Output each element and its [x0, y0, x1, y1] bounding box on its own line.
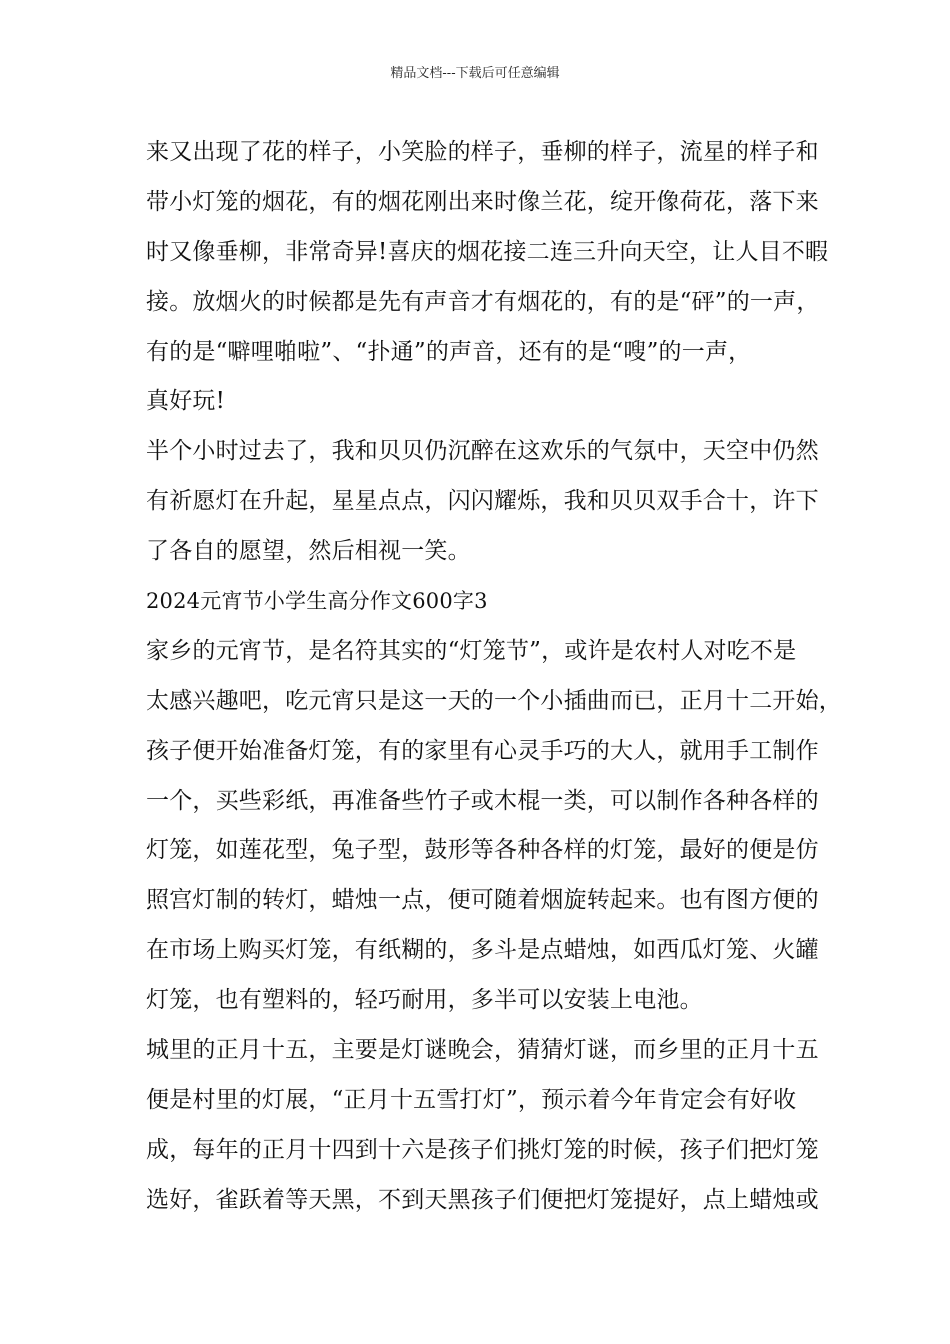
text-line: 来又出现了花的样子，小笑脸的样子，垂柳的样子，流星的样子和 [146, 139, 819, 165]
text-line: 半个小时过去了，我和贝贝仍沉醉在这欢乐的气氛中，天空中仍然 [146, 438, 819, 465]
text-line: 选好，雀跃着等天黑，不到天黑孩子们便把灯笼提好，点上蜡烛或 [146, 1186, 819, 1213]
text-line: 灯笼，如莲花型，兔子型，鼓形等各种各样的灯笼，最好的便是仿 [146, 837, 819, 864]
document-body [146, 128, 842, 1226]
text-line: 在市场上购买灯笼，有纸糊的，多斗是点蜡烛，如西瓜灯笼、火罐 [146, 937, 819, 964]
text-line: 时又像垂柳，非常奇异!喜庆的烟花接二连三升向天空，让人目不暇 [146, 238, 829, 265]
essay-heading: 2024元宵节小学生高分作文600字3 [146, 589, 488, 614]
text-line: 成，每年的正月十四到十六是孩子们挑灯笼的时候，孩子们把灯笼 [146, 1136, 819, 1163]
text-line: 真好玩! [146, 388, 226, 415]
text-line: 孩子便开始准备灯笼，有的家里有心灵手巧的大人，就用手工制作 [146, 737, 819, 764]
text-line: 有祈愿灯在升起，星星点点，闪闪耀烁，我和贝贝双手合十，许下 [146, 488, 819, 515]
text-line: 照宫灯制的转灯，蜡烛一点，便可随着烟旋转起来。也有图方便的 [146, 887, 819, 914]
text-line: 灯笼，也有塑料的，轻巧耐用，多半可以安装上电池。 [146, 987, 703, 1014]
text-line: 城里的正月十五，主要是灯谜晚会，猜猜灯谜，而乡里的正月十五 [146, 1037, 819, 1064]
page-header: 精品文档---下载后可任意编辑 [390, 66, 560, 81]
text-line: 带小灯笼的烟花，有的烟花刚出来时像兰花，绽开像荷花，落下来 [146, 188, 819, 215]
text-line: 了各自的愿望，然后相视一笑。 [146, 538, 471, 565]
text-line: 一个，买些彩纸，再准备些竹子或木棍一类，可以制作各种各样的 [146, 787, 819, 814]
text-line: 太感兴趣吧，吃元宵只是这一天的一个小插曲而已，正月十二开始， [146, 687, 842, 714]
text-line: 便是村里的灯展，“正月十五雪打灯”，预示着今年肯定会有好收 [146, 1086, 797, 1113]
text-line: 家乡的元宵节，是名符其实的“灯笼节”，或许是农村人对吃不是 [146, 637, 797, 664]
text-line: 有的是“噼哩啪啦”、“扑通”的声音，还有的是“嗖”的一声， [146, 338, 752, 365]
text-line: 接。放烟火的时候都是先有声音才有烟花的，有的是“砰”的一声， [146, 288, 820, 315]
